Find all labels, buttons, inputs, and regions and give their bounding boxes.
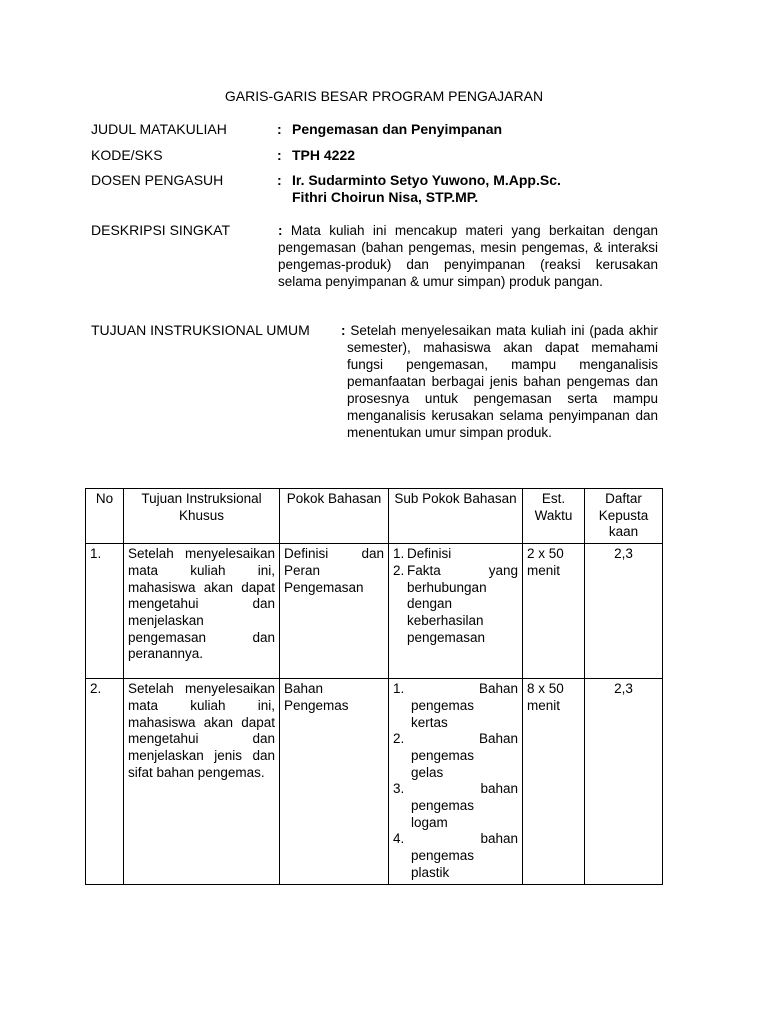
row1-no: 1. — [86, 544, 124, 679]
header-sub: Sub Pokok Bahasan — [389, 489, 523, 544]
list-item: 3. bahan pengemas logam — [393, 781, 518, 830]
row1-daftar: 2,3 — [585, 544, 663, 679]
header-tujuan: Tujuan Instruksional Khusus — [124, 489, 280, 544]
page-title: GARIS-GARIS BESAR PROGRAM PENGAJARAN — [224, 88, 544, 104]
row1-pokok: Definisi dan Peran Pengemasan — [280, 544, 389, 679]
table-row — [86, 679, 663, 884]
row2-sub-list — [393, 681, 518, 881]
list-item: 4. bahan pengemas plastik — [393, 831, 518, 880]
tiu-colon: : — [341, 323, 346, 338]
dosen-value-2: Fithri Choirun Nisa, STP.MP. — [292, 189, 479, 205]
list-item: 1. Bahan pengemas kertas — [393, 681, 518, 730]
row2-est: 8 x 50 menit — [523, 679, 585, 884]
list-item: 2. Bahan pengemas gelas — [393, 731, 518, 780]
tiu-label: TUJUAN INSTRUKSIONAL UMUM — [91, 322, 310, 338]
judul-value: Pengemasan dan Penyimpanan — [292, 121, 503, 137]
header-daftar: Daftar Kepusta kaan — [585, 489, 663, 544]
table-header-row — [86, 489, 663, 544]
list-item: 2. Fakta yang berhubungan dengan keberhasilan pengemasan — [393, 562, 518, 645]
row1-tujuan: Setelah menyelesaikan mata kuliah ini, mahasiswa akan dapat mengetahui dan menjelaskan pengemasan dan peranannya. — [124, 544, 280, 679]
table-row — [86, 544, 663, 679]
row1-sub — [389, 544, 523, 679]
program-table — [85, 488, 663, 885]
list-item: 1. Definisi — [393, 546, 452, 562]
row2-no: 2. — [86, 679, 124, 884]
row2-sub — [389, 679, 523, 884]
kode-value: TPH 4222 — [292, 147, 356, 163]
tiu-text-block — [341, 322, 658, 441]
header-pokok: Pokok Bahasan — [280, 489, 389, 544]
dosen-value-1: Ir. Sudarminto Setyo Yuwono, M.App.Sc. — [292, 172, 561, 188]
dosen-colon: : — [277, 172, 282, 188]
deskripsi-text: Mata kuliah ini mencakup materi yang berkaitan dengan pengemasan (bahan pengemas, mesin pengemas, & interaksi pengemas-produk) dan penyimpanan (reaksi kerusakan selama penyimpanan & umur simpan) produk pangan. — [278, 223, 658, 289]
judul-colon: : — [277, 121, 282, 137]
deskripsi-label: DESKRIPSI SINGKAT — [91, 222, 230, 238]
kode-label: KODE/SKS — [91, 147, 163, 163]
row1-sub-list — [393, 546, 518, 646]
judul-label: JUDUL MATAKULIAH — [91, 121, 227, 137]
header-no: No — [86, 489, 124, 544]
row2-daftar: 2,3 — [585, 679, 663, 884]
row2-pokok: Bahan Pengemas — [280, 679, 389, 884]
deskripsi-text-block — [278, 222, 658, 290]
deskripsi-colon: : — [278, 223, 283, 238]
dosen-label: DOSEN PENGASUH — [91, 172, 224, 188]
row1-est: 2 x 50 menit — [523, 544, 585, 679]
header-est: Est. Waktu — [523, 489, 585, 544]
kode-colon: : — [277, 147, 282, 163]
tiu-text: Setelah menyelesaikan mata kuliah ini (pada akhir semester), mahasiswa akan dapat memahami fungsi pengemasan, mampu menganalisis pemanfaatan berbagai jenis bahan pengemas dan prosesnya untuk pengemasan serta mampu menganalisis kerusakan selama penyimpanan dan menentukan umur simpan produk. — [347, 323, 658, 440]
row2-tujuan: Setelah menyelesaikan mata kuliah ini, mahasiswa akan dapat mengetahui dan menjelaskan jenis dan sifat bahan pengemas. — [124, 679, 280, 884]
